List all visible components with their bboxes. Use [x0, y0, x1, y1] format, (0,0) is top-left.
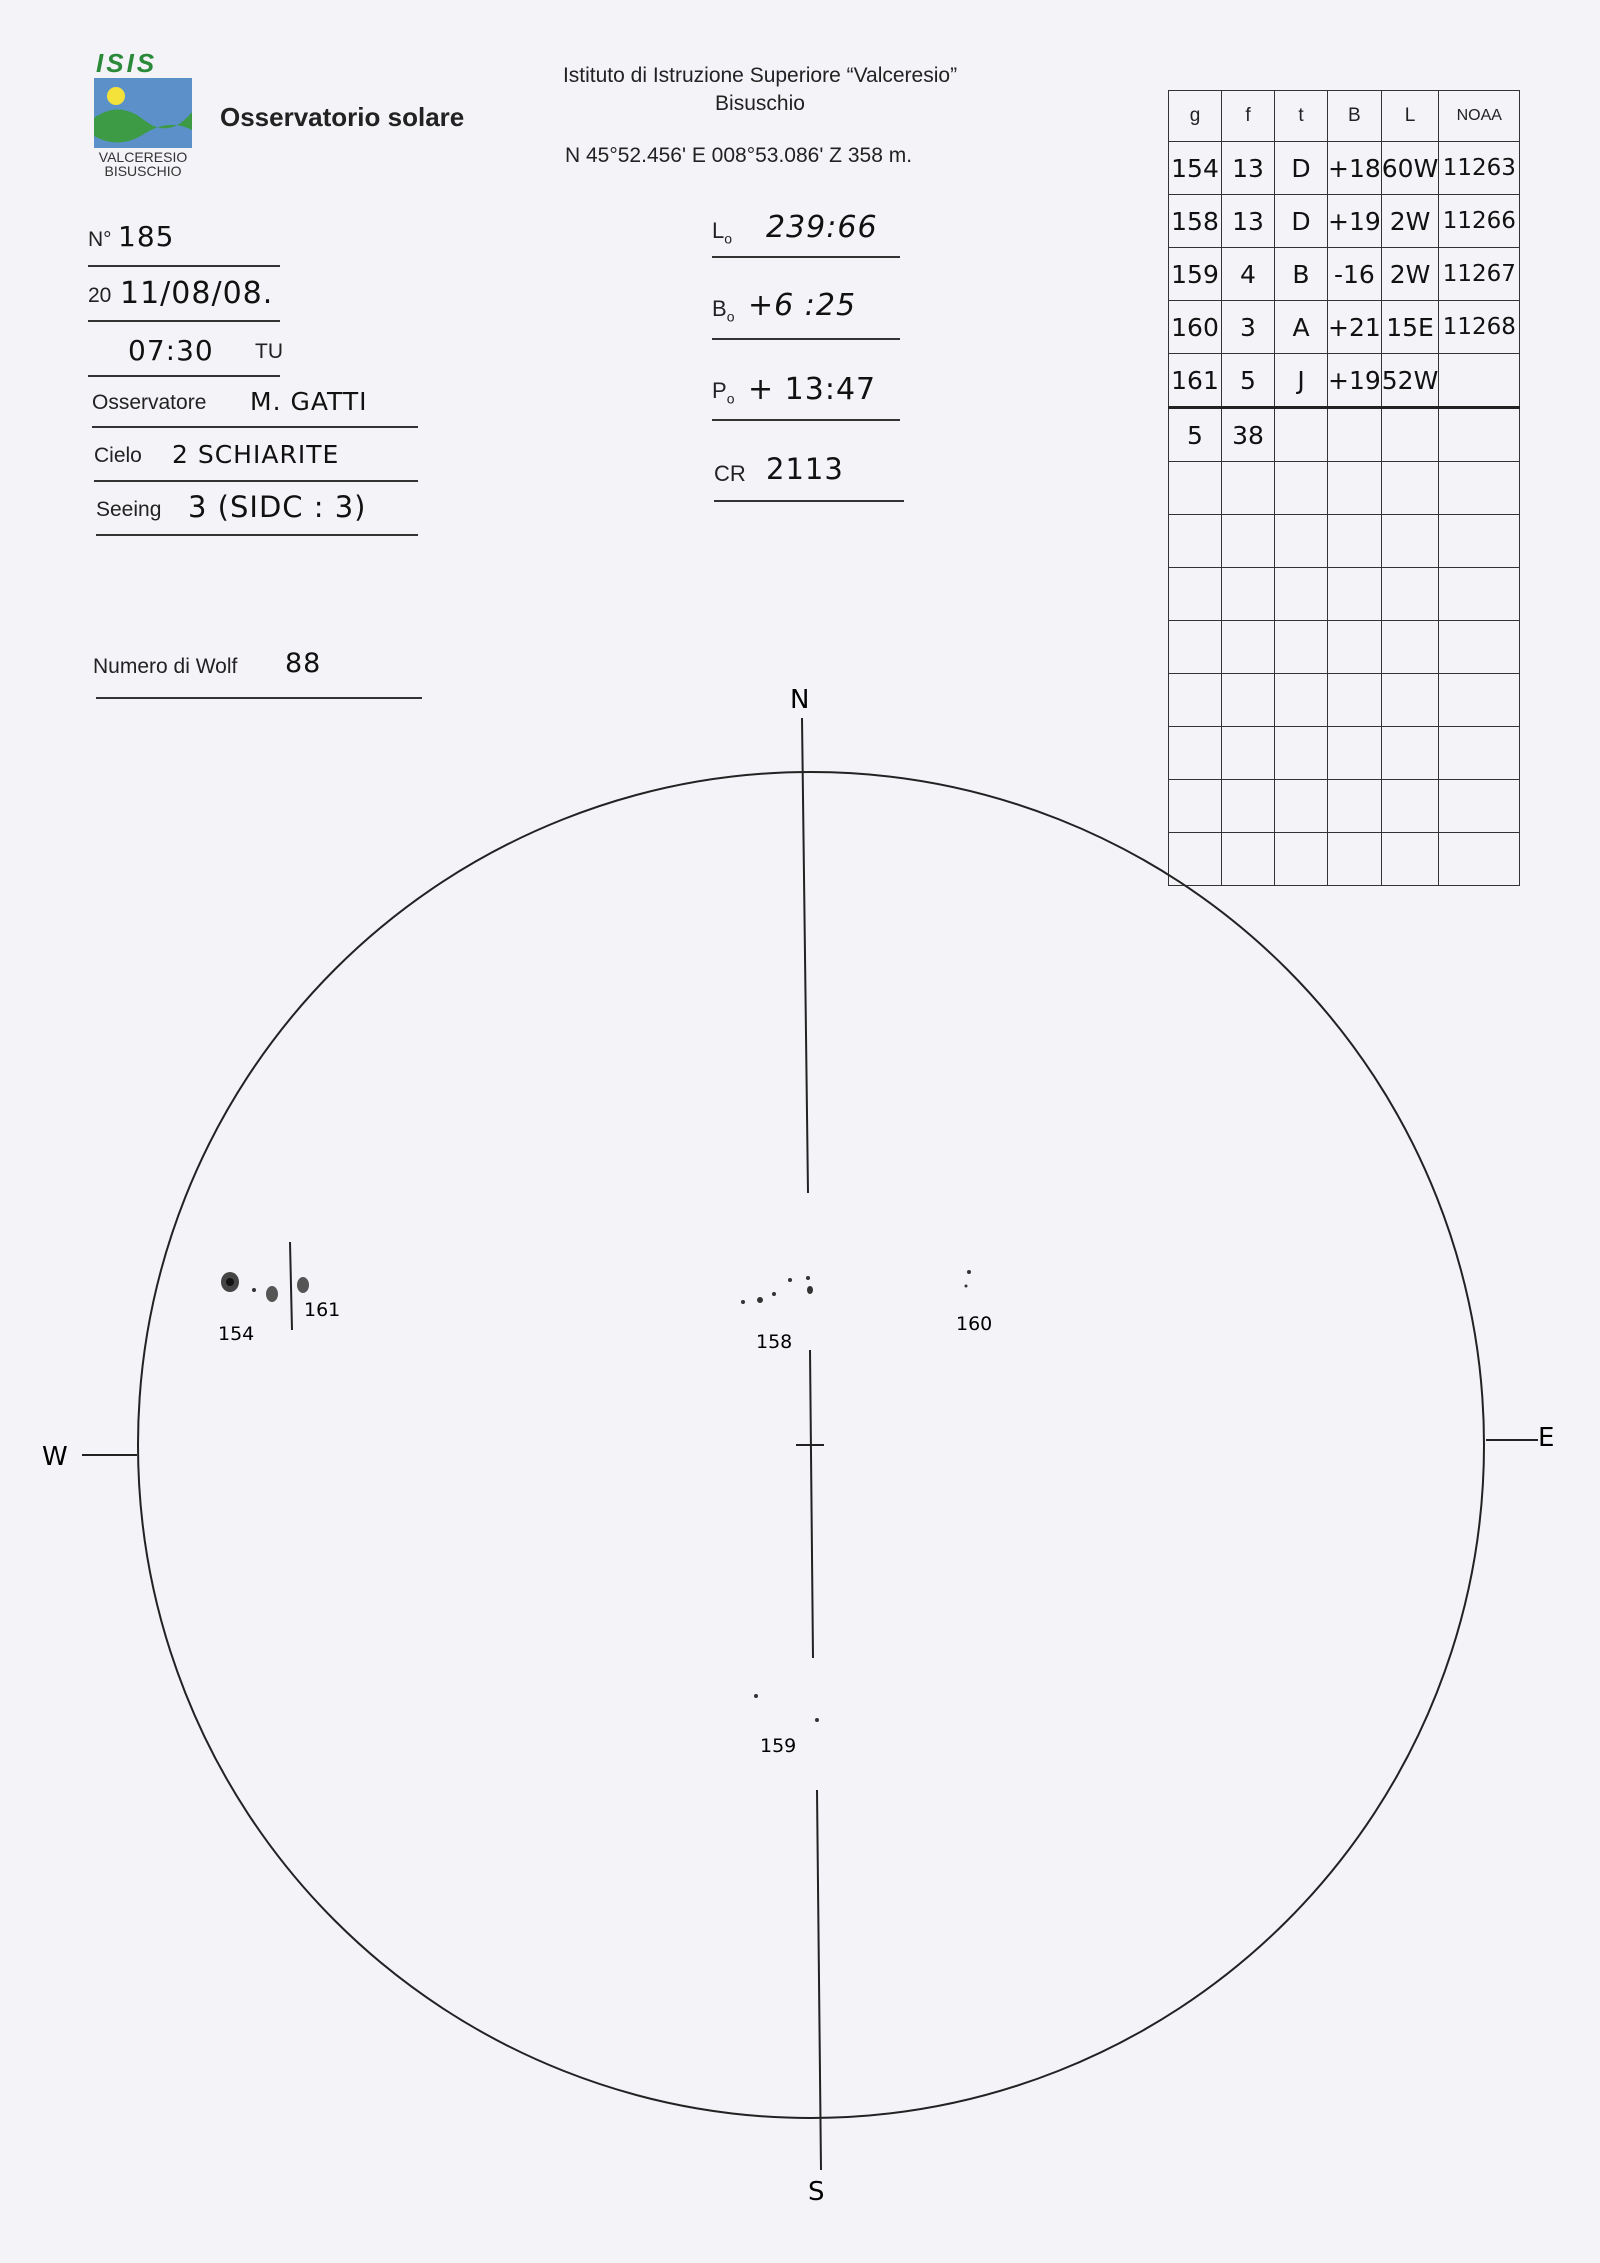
group-separator: [290, 1242, 292, 1330]
sky-label: Cielo: [94, 444, 142, 467]
south-axis-line: [817, 1790, 821, 2170]
sunspot: [788, 1278, 792, 1282]
sunspot-group-158: [741, 1276, 813, 1304]
b0-subscript: o: [726, 308, 735, 325]
table-cell: 2W: [1381, 195, 1439, 248]
p0-value: + 13:47: [748, 372, 877, 407]
wolf-label: Numero di Wolf: [93, 655, 238, 678]
sunspot-group-159: [754, 1694, 819, 1722]
seeing-value: 3 (SIDC : 3): [188, 490, 367, 524]
b0-letter: B: [712, 296, 727, 321]
sunspot: [297, 1277, 309, 1293]
table-cell: 3: [1222, 301, 1275, 354]
table-cell: 158: [1169, 195, 1222, 248]
institute-line: Istituto di Istruzione Superiore “Valceresio”: [562, 64, 958, 87]
col-header-l: L: [1381, 91, 1439, 142]
l0-value: 239:66: [766, 210, 878, 245]
table-cell: +19: [1328, 354, 1382, 408]
table-cell: 13: [1222, 195, 1275, 248]
table-cell: 11268: [1439, 301, 1520, 354]
wolf-value: 88: [285, 648, 322, 679]
table-cell: +21: [1328, 301, 1382, 354]
table-cell: -16: [1328, 248, 1382, 301]
east-label: E: [1538, 1423, 1555, 1453]
observer-value: M. GATTI: [250, 387, 368, 416]
col-header-g: g: [1169, 91, 1222, 142]
total-groups: 5: [1169, 408, 1222, 462]
sunspot: [772, 1292, 776, 1296]
table-cell: 161: [1169, 354, 1222, 408]
sunspot: [266, 1286, 278, 1302]
table-cell: A: [1275, 301, 1328, 354]
site-coordinates: N 45°52.456' E 008°53.086' Z 358 m.: [565, 144, 913, 167]
table-cell: 159: [1169, 248, 1222, 301]
table-cell: 2W: [1381, 248, 1439, 301]
table-cell: +19: [1328, 195, 1382, 248]
date-value: 11/08/08.: [120, 276, 274, 311]
west-label: W: [42, 1442, 68, 1472]
cr-label: CR: [714, 461, 746, 486]
table-cell: 13: [1222, 142, 1275, 195]
institute-line: Bisuschio: [715, 92, 805, 115]
group-label-154: 154: [218, 1323, 255, 1345]
col-header-b: B: [1328, 91, 1382, 142]
total-spots: 38: [1222, 408, 1275, 462]
date-prefix: 20: [88, 284, 112, 307]
table-cell: 160: [1169, 301, 1222, 354]
logo-caption-line: VALCERESIO: [98, 149, 188, 165]
table-cell: 4: [1222, 248, 1275, 301]
group-label-159: 159: [760, 1735, 797, 1757]
table-cell: D: [1275, 195, 1328, 248]
sunspot: [757, 1297, 763, 1303]
sunspot-umbra: [226, 1278, 234, 1286]
table-cell: +18: [1328, 142, 1382, 195]
cr-value: 2113: [766, 452, 844, 486]
table-cell: 52W: [1381, 354, 1439, 408]
sunspot: [815, 1718, 819, 1722]
table-cell: 60W: [1381, 142, 1439, 195]
table-cell: 154: [1169, 142, 1222, 195]
table-cell: B: [1275, 248, 1328, 301]
isis-logo-text: ISIS: [96, 48, 158, 78]
col-header-noaa: NOAA: [1439, 91, 1520, 142]
group-label-158: 158: [756, 1331, 793, 1353]
table-cell: 11266: [1439, 195, 1520, 248]
table-cell: 11263: [1439, 142, 1520, 195]
l0-subscript: o: [724, 230, 733, 247]
col-header-f: f: [1222, 91, 1275, 142]
group-label-160: 160: [956, 1313, 993, 1335]
sunspot: [252, 1288, 256, 1292]
table-cell: 15E: [1381, 301, 1439, 354]
time-value: 07:30: [128, 334, 214, 367]
sunspot: [754, 1694, 758, 1698]
sunspot: [807, 1286, 813, 1294]
sky-value: 2 SCHIARITE: [172, 440, 340, 469]
p0-subscript: o: [726, 390, 735, 407]
table-cell: 11267: [1439, 248, 1520, 301]
group-label-161: 161: [304, 1299, 341, 1321]
b0-value: +6 :25: [748, 288, 857, 323]
number-value: 185: [118, 220, 175, 253]
sunspot-group-161: [297, 1277, 309, 1293]
north-axis-line: [802, 718, 808, 1193]
table-cell: 5: [1222, 354, 1275, 408]
col-header-t: t: [1275, 91, 1328, 142]
sunspot: [967, 1270, 971, 1274]
l0-letter: L: [712, 218, 725, 243]
sunspot: [806, 1276, 810, 1280]
logo-caption-line: BISUSCHIO: [104, 163, 182, 179]
sunspot: [741, 1300, 745, 1304]
p0-letter: P: [712, 378, 727, 403]
observatory-title: Osservatorio solare: [220, 102, 465, 132]
sunspot-group-160: [965, 1270, 972, 1288]
sunspot-group-154: [221, 1272, 278, 1302]
center-vertical-line: [810, 1350, 813, 1658]
sunspot: [965, 1285, 968, 1288]
time-suffix: TU: [255, 340, 283, 363]
north-label: N: [790, 685, 810, 715]
seeing-label: Seeing: [96, 498, 162, 521]
table-cell: J: [1275, 354, 1328, 408]
table-cell: D: [1275, 142, 1328, 195]
observer-label: Osservatore: [92, 391, 207, 414]
south-label: S: [808, 2177, 825, 2207]
number-label: N°: [88, 228, 112, 251]
